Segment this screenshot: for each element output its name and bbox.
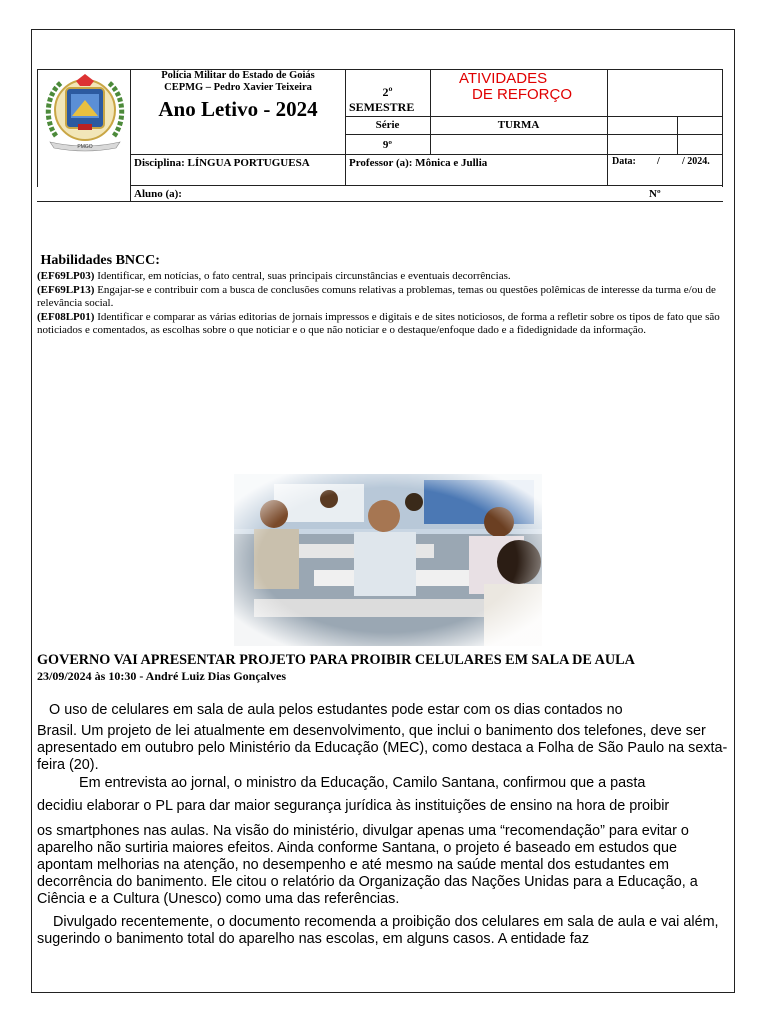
student-name-field: Aluno (a): [134, 188, 182, 200]
semester-label: SEMESTRE [349, 100, 415, 114]
article-p2-line1: Em entrevista ao jornal, o ministro da Educação, Camilo Santana, confirmou que a pasta [79, 775, 646, 791]
article-p2-rest: os smartphones nas aulas. Na visão do ministério, divulgar apenas uma “recomendação” para evitar o aparelho não surtiria maiores efeitos. Ainda conforme Santana, o projeto é baseado em estudos que apontam melhorias na atenção, no desempenho e até mesmo na saúde mental dos estudantes em decorrência do banimento. Ele citou o relatório da Organização das Nações Unidas para a Educação, a Ciência e a Cultura (Unesco) como uma das referências. [37, 823, 698, 907]
skill-text: Identificar e comparar as várias editorias de jornais impressos e digitais e de sites noticiosos, de forma a refletir sobre os tipos de fato que são noticiados e comentados, as escolhas sobre o que noticiar e o que não noticiar e o destaque/enfoque dado e a fidedignidade da informação. [37, 310, 720, 336]
logo-banner-text: PMGO [77, 144, 93, 150]
skill-code: (EF69LP03) [37, 270, 95, 282]
school-logo [42, 70, 128, 156]
skill-code: (EF08LP01) [37, 310, 95, 323]
activity-title-line1: ATIVIDADES [459, 70, 548, 87]
student-number-field: Nº [649, 188, 661, 200]
article-p2-line2: decidiu elaborar o PL para dar maior segurança jurídica às instituições de ensino na hora de proibir [37, 798, 670, 814]
skills-title: Habilidades BNCC: [40, 253, 160, 268]
serie-label: Série [375, 119, 400, 131]
date-label: Data: [612, 156, 636, 167]
article-byline: 23/09/2024 às 10:30 - André Luiz Dias Gonçalves [37, 669, 287, 683]
article-p3: Divulgado recentemente, o documento recomenda a proibição dos celulares em sala de aula e vai além, sugerindo o banimento total do aparelho nas escolas, em alguns casos. A entidade faz [37, 914, 719, 947]
date-slash: / [657, 156, 660, 167]
turma-label: TURMA [497, 119, 540, 131]
discipline-field: Disciplina: LÍNGUA PORTUGUESA [134, 157, 310, 169]
activity-title-line2: DE REFORÇO [472, 86, 573, 103]
article-headline: GOVERNO VAI APRESENTAR PROJETO PARA PROIBIR CELULARES EM SALA DE AULA [37, 652, 635, 668]
article-p1-line1: O uso de celulares em sala de aula pelos estudantes pode estar com os dias contados no [49, 702, 623, 718]
skill-item [37, 284, 731, 311]
year-title: Ano Letivo - 2024 [158, 97, 318, 121]
institution-line2: CEPMG – Pedro Xavier Teixeira [164, 82, 312, 93]
header-table [37, 69, 723, 203]
skill-item [37, 270, 731, 284]
teacher-field: Professor (a): Mônica e Jullia [349, 157, 488, 169]
skill-text: Engajar-se e contribuir com a busca de conclusões comuns relativas a problemas, temas ou questões polêmicas de interesse da turma e/ou de relevância social. [37, 283, 716, 309]
date-year: / 2024. [682, 156, 710, 167]
skill-text: Identificar, em notícias, o fato central, suas principais circunstâncias e eventuais decorrências. [94, 270, 511, 282]
semester-number: 2º [382, 85, 393, 99]
skill-item [37, 311, 731, 338]
skill-code: (EF69LP13) [37, 283, 95, 296]
article-p1-rest: Brasil. Um projeto de lei atualmente em desenvolvimento, que inclui o banimento dos telefones, deve ser apresentado em outubro pelo Ministério da Educação (MEC), como destaca a Folha de São Paulo na sexta-feira (20). [37, 723, 728, 773]
institution-line1: Polícia Militar do Estado de Goiás [161, 70, 315, 81]
bncc-skills [37, 253, 731, 338]
serie-value: 9º [382, 139, 393, 151]
classroom-photo [234, 474, 542, 646]
